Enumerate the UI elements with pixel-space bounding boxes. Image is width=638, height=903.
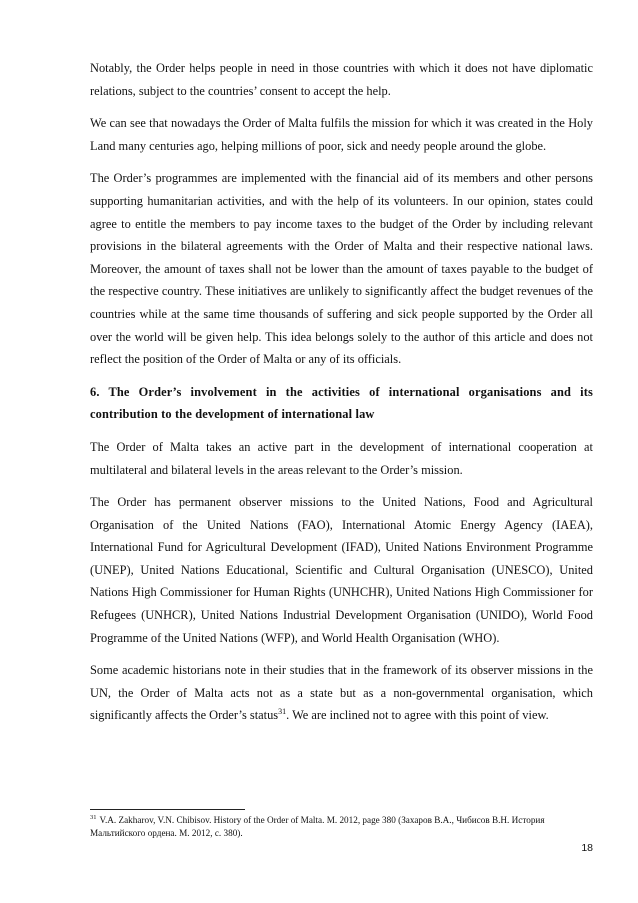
body-text (90, 57, 593, 737)
paragraph-3: The Order’s programmes are implemented with the financial aid of its members and other persons supporting humanitarian activities, and with the help of its volunteers. In our opinion, states could agree to entitle the members to pay income taxes to the budget of the Order by including relevant provisions in the bilateral agreements with the Order of Malta and their respective national laws. Moreover, the amount of taxes shall not be lower than the amount of taxes payable to the budget of the respective country. These initiatives are unlikely to significantly affect the budget revenues of the countries while at the same time thousands of suffering and sick people supported by the Order all over the world will be given help. This idea belongs solely to the author of this article and does not reflect the position of the Order of Malta or any of its officials. (90, 171, 593, 367)
paragraph-5: The Order has permanent observer missions to the United Nations, Food and Agricultural Organisation of the United Nations (FAO), International Atomic Energy Agency (IAEA), International Fund for Agricultural Development (IFAD), United Nations Environment Programme (UNEP), United Nations Educational, Scientific and Cultural Organisation (UNESCO), United Nations High Commissioner for Human Rights (UNHCHR), United Nations High Commissioner for Refugees (UNHCR), United Nations Industrial Development Organisation (UNIDO), World Food Programme of the United Nations (WFP), and World Health Organisation (WHO). (90, 495, 593, 645)
footnote-text: V.A. Zakharov, V.N. Chibisov. History of the Order of Malta. M. 2012, page 380 (Захаров В.А., Чибисов В.Н. История Мальтийского ордена. М. 2012, с. 380). (90, 815, 545, 838)
paragraph-6-text: Some academic historians note in their studies that in the framework of its observer missions in the UN, the Order of Malta acts not as a state but as a non-governmental organisation, which significantly affects the Order’s status (90, 663, 593, 723)
paragraph-6 (90, 659, 593, 727)
footnote-separator (90, 809, 245, 810)
paragraph-1: Notably, the Order helps people in need in those countries with which it does not have diplomatic relations, subject to the countries’ consent to accept the help. (90, 61, 593, 98)
footnote-reference[interactable]: 31 (278, 707, 287, 717)
page-number: 18 (581, 842, 593, 854)
footnote-number: 31 (90, 813, 97, 821)
paragraph-6-text-end: . We are inclined not to agree with this point of view. (286, 708, 549, 723)
footnote (90, 814, 593, 840)
paragraph-2: We can see that nowadays the Order of Malta fulfils the mission for which it was created in the Holy Land many centuries ago, helping millions of poor, sick and needy people around the globe. (90, 116, 593, 153)
paragraph-4: The Order of Malta takes an active part in the development of international cooperation at multilateral and bilateral levels in the areas relevant to the Order’s mission. (90, 439, 593, 477)
section-heading: 6. The Order’s involvement in the activities of international organisations and its contribution to the development of international law (90, 384, 593, 422)
